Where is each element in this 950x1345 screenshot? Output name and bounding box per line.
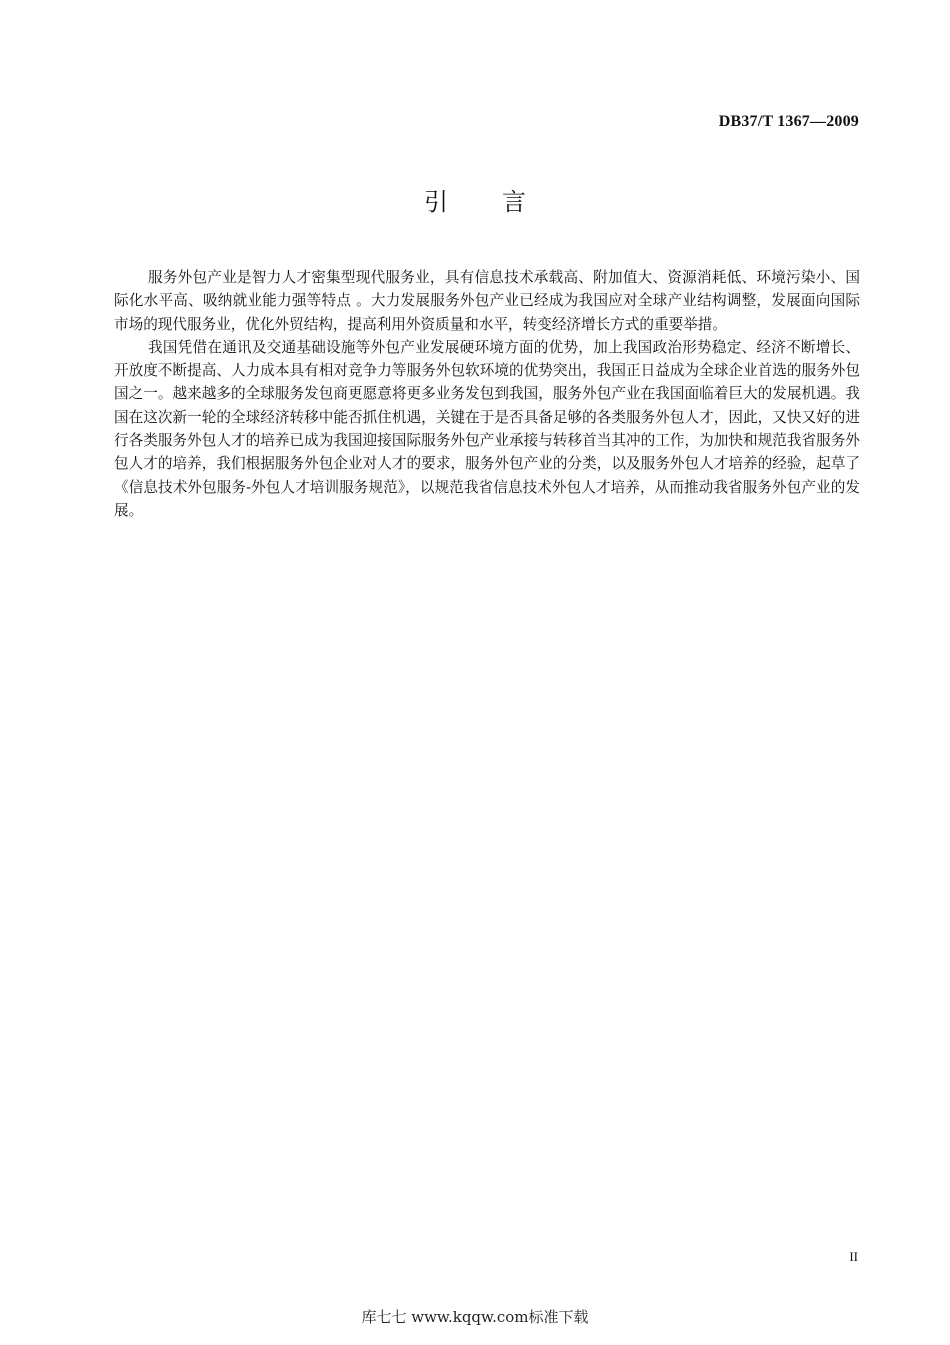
body-text (114, 266, 860, 522)
standard-code: DB37/T 1367—2009 (718, 113, 859, 130)
page-title: 引言 (424, 188, 580, 216)
footer-watermark: 库七七 www.kqqw.com标准下载 (361, 1308, 589, 1326)
page-number: II (849, 1249, 858, 1264)
paragraph-1: 服务外包产业是智力人才密集型现代服务业，具有信息技术承载高、附加值大、资源消耗低、环境污染小、国际化水平高、吸纳就业能力强等特点 。大力发展服务外包产业已经成为我国应对全球产业结构调整，发展面向国际市场的现代服务业，优化外贸结构，提高利用外资质量和水平，转变经济增长方式的重要举措。 (114, 269, 860, 333)
paragraph-2: 我国凭借在通讯及交通基础设施等外包产业发展硬环境方面的优势，加上我国政治形势稳定、经济不断增长、开放度不断提高、人力成本具有相对竞争力等服务外包软环境的优势突出，我国正日益成为全球企业首选的服务外包国之一。越来越多的全球服务发包商更愿意将更多业务发包到我国，服务外包产业在我国面临着巨大的发展机遇。我国在这次新一轮的全球经济转移中能否抓住机遇，关键在于是否具备足够的各类服务外包人才，因此，又快又好的进行各类服务外包人才的培养已成为我国迎接国际服务外包产业承接与转移首当其冲的工作，为加快和规范我省服务外包人才的培养，我们根据服务外包企业对人才的要求，服务外包产业的分类，以及服务外包人才培养的经验，起草了《信息技术外包服务-外包人才培训服务规范》，以规范我省信息技术外包人才培养，从而推动我省服务外包产业的发展。 (114, 338, 860, 519)
